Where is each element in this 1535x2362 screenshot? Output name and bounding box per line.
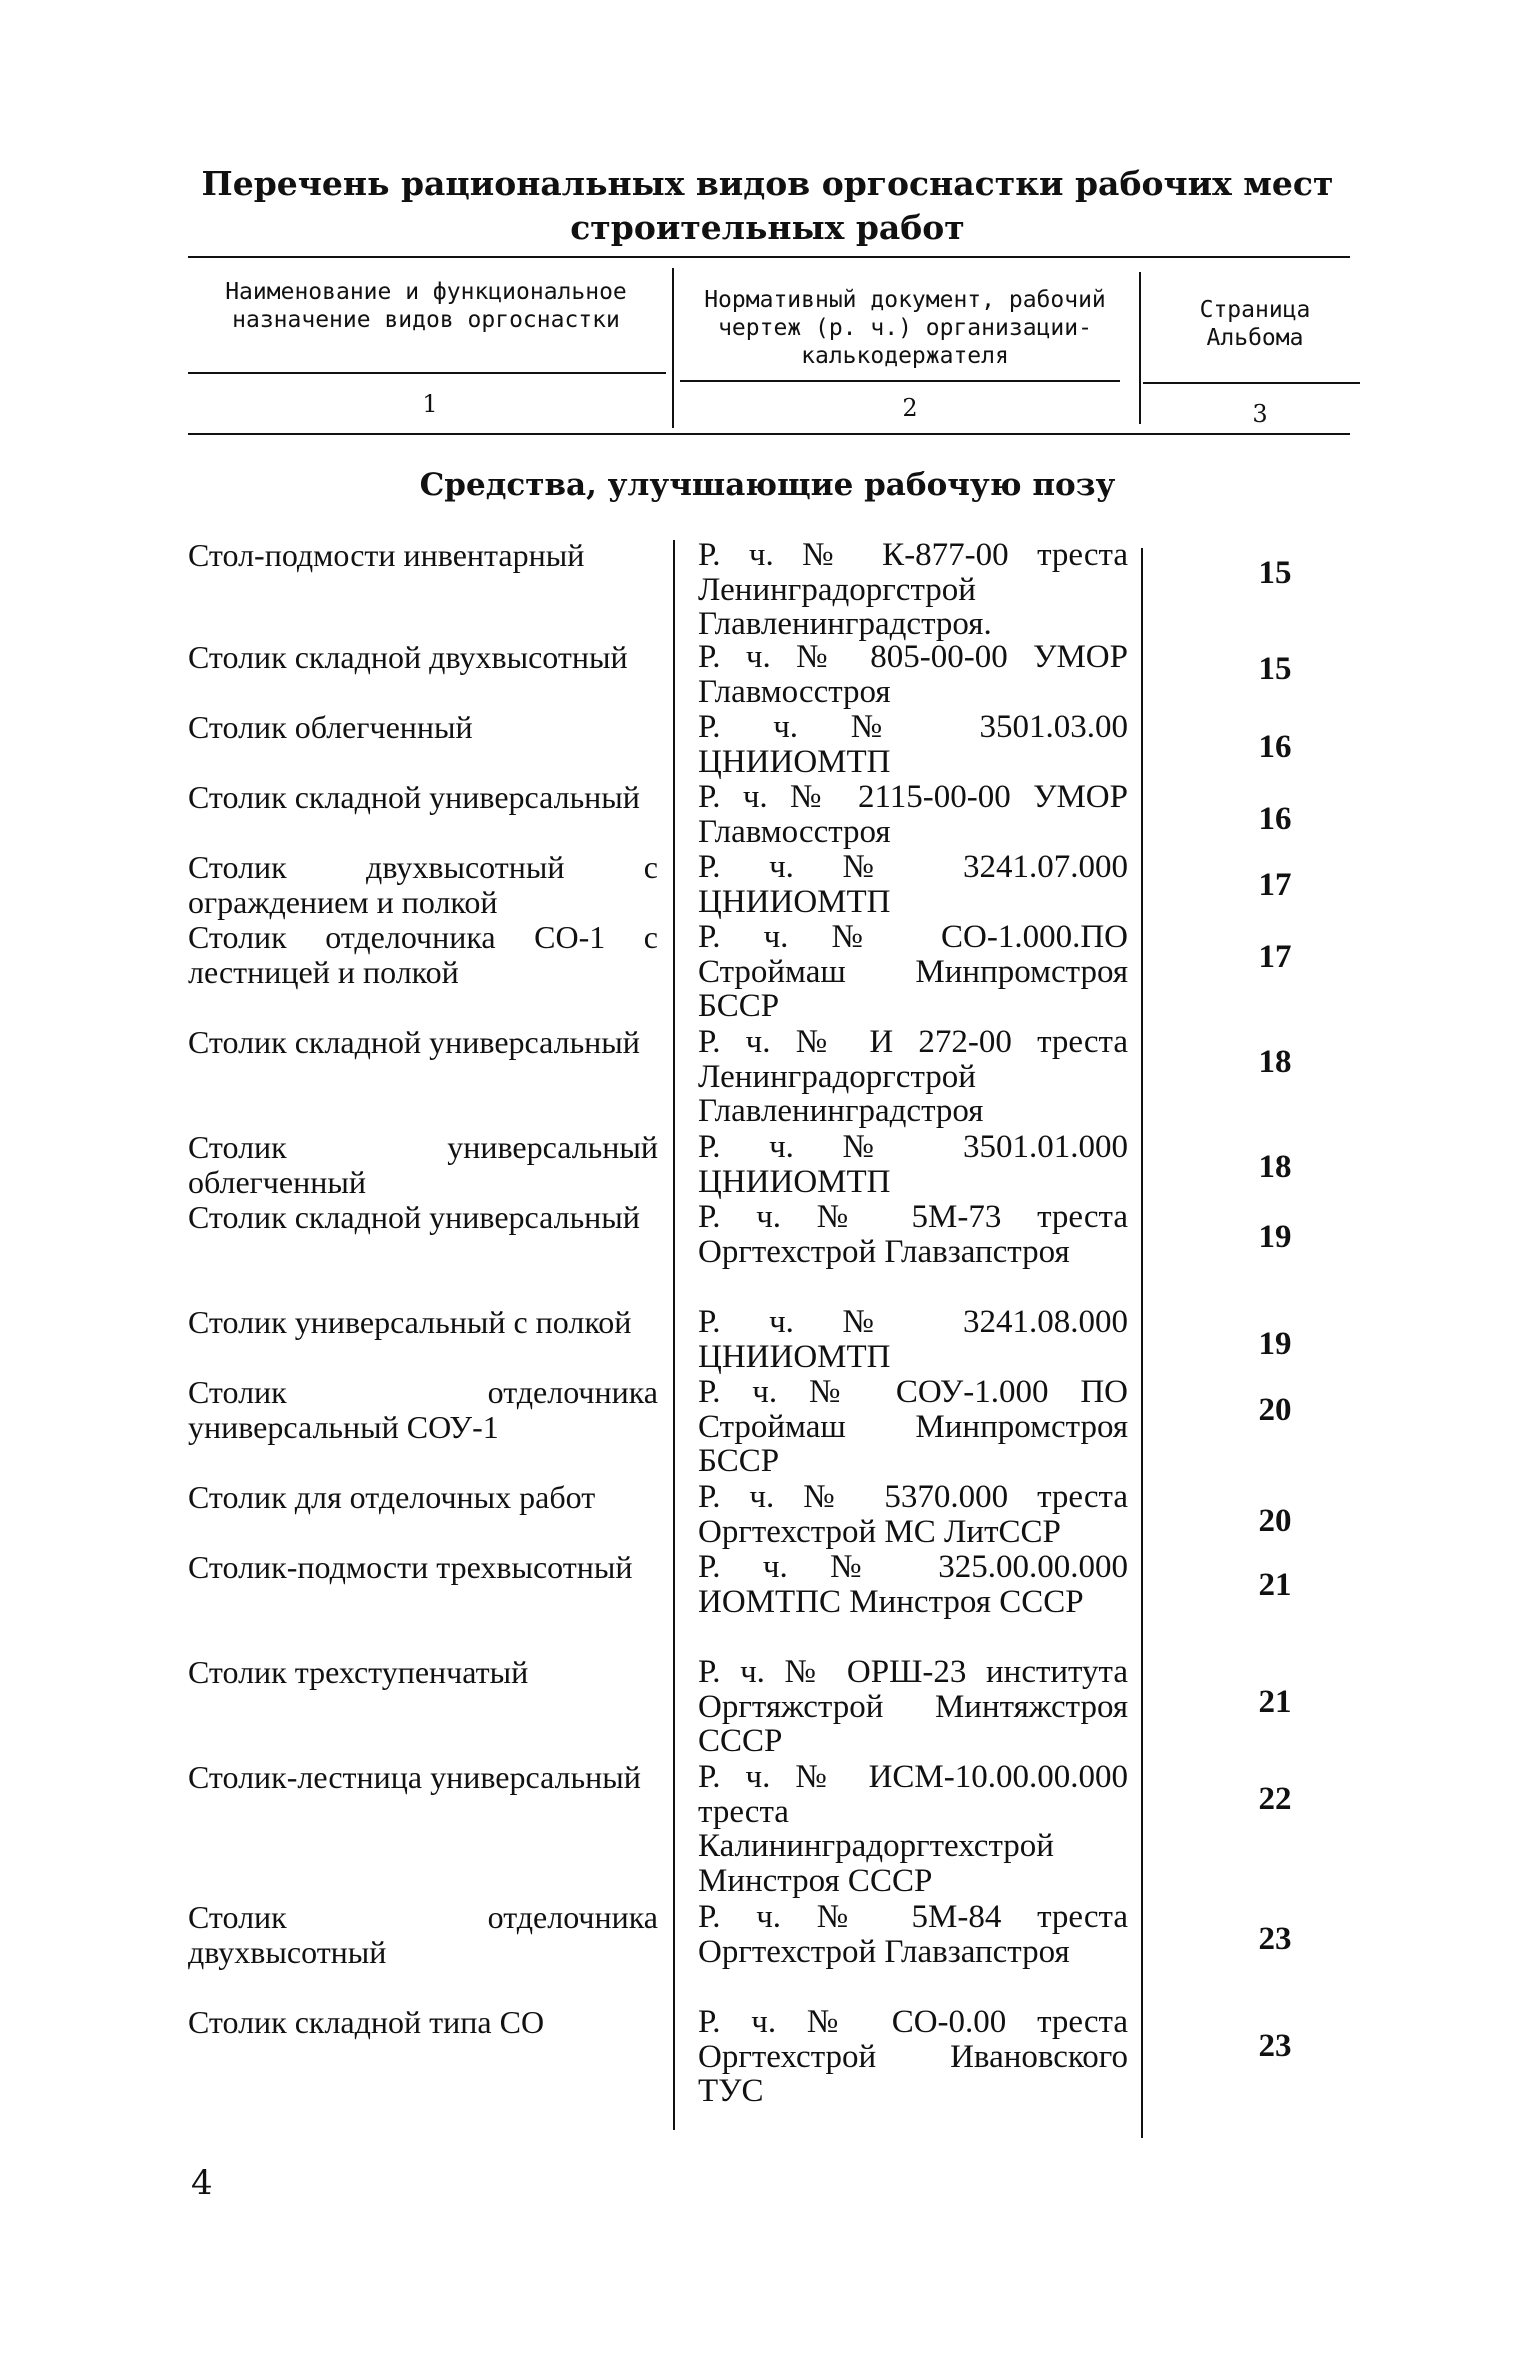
item-document: Р. ч. № ОРШ-23 института Оргтяжстрой Минтяжстроя СССР xyxy=(698,1654,1128,1760)
item-page: 16 xyxy=(1258,801,1292,837)
item-page: 19 xyxy=(1258,1326,1292,1362)
item-page: 17 xyxy=(1258,867,1292,903)
item-document: Р. ч. № К-877-00 треста Ленинградоргстрой Главленинградстроя. xyxy=(698,537,1128,643)
item-document: Р. ч. № 5М-84 треста Оргтехстрой Главзапстроя xyxy=(698,1899,1128,1970)
item-page: 20 xyxy=(1258,1392,1292,1428)
item-page: 21 xyxy=(1258,1567,1292,1603)
title-line-1: Перечень рациональных видов оргоснастки рабочих мест xyxy=(201,164,1334,203)
item-name: Столик складной универсальный xyxy=(188,1024,640,1060)
item-document: Р. ч. № 3501.01.000 ЦНИИОМТП xyxy=(698,1129,1128,1200)
item-document: Р. ч. № 5370.000 треста Оргтехстрой МС ЛитССР xyxy=(698,1479,1128,1550)
item-page: 15 xyxy=(1258,555,1292,591)
item-document: Р. ч. № 3241.07.000 ЦНИИОМТП xyxy=(698,849,1128,920)
column-number-2: 2 xyxy=(902,394,918,422)
item-page: 16 xyxy=(1258,729,1292,765)
item-name: Столик отделочника универсальный СОУ-1 xyxy=(188,1374,658,1445)
item-name: Столик складной универсальный xyxy=(188,1199,640,1235)
item-page: 18 xyxy=(1258,1044,1292,1080)
item-document: Р. ч. № 805-00-00 УМОР Главмосстроя xyxy=(698,639,1128,710)
header-col-2: Нормативный документ, рабочий чертеж (р. ч.) организации-калькодержателя xyxy=(704,287,1106,369)
item-document: Р. ч. № 3501.03.00 ЦНИИОМТП xyxy=(698,709,1128,780)
item-page: 19 xyxy=(1258,1219,1292,1255)
item-name: Столик складной универсальный xyxy=(188,779,640,815)
item-name: Столик универсальный облегченный xyxy=(188,1129,658,1200)
item-document: Р. ч. № СО-1.000.ПО Строймаш Минпромстроя БССР xyxy=(698,919,1128,1025)
item-page: 23 xyxy=(1258,2028,1292,2064)
item-name: Столик облегченный xyxy=(188,709,473,745)
item-document: Р. ч. № 325.00.00.000 ИОМТПС Минстроя СССР xyxy=(698,1549,1128,1620)
item-page: 20 xyxy=(1258,1503,1292,1539)
item-document: Р. ч. № 3241.08.000 ЦНИИОМТП xyxy=(698,1304,1128,1375)
item-name: Столик трехступенчатый xyxy=(188,1654,529,1690)
header-col-1: Наименование и функциональное назначение видов оргоснастки xyxy=(225,279,627,333)
item-document: Р. ч. № СО-0.00 треста Оргтехстрой Ивановского ТУС xyxy=(698,2004,1128,2110)
item-document: Р. ч. № СОУ-1.000 ПО Строймаш Минпромстроя БССР xyxy=(698,1374,1128,1480)
item-name: Столик складной двухвысотный xyxy=(188,639,628,675)
item-page: 21 xyxy=(1258,1684,1292,1720)
item-page: 17 xyxy=(1258,939,1292,975)
item-document: Р. ч. № ИСМ-10.00.00.000 треста Калининградоргтехстрой Минстроя СССР xyxy=(698,1759,1128,1899)
item-name: Столик-подмости трехвысотный xyxy=(188,1549,633,1585)
item-page: 22 xyxy=(1258,1781,1292,1817)
section-title: Средства, улучшающие рабочую позу xyxy=(419,467,1116,503)
item-name: Столик отделочника двухвысотный xyxy=(188,1899,658,1970)
item-document: Р. ч. № 2115-00-00 УМОР Главмосстроя xyxy=(698,779,1128,850)
item-document: Р. ч. № 5М-73 треста Оргтехстрой Главзапстроя xyxy=(698,1199,1128,1270)
column-number-1: 1 xyxy=(422,390,438,418)
item-name: Столик складной типа СО xyxy=(188,2004,545,2040)
item-name: Столик для отделочных работ xyxy=(188,1479,596,1515)
item-name: Столик двухвысотный с ограждением и полкой xyxy=(188,849,658,920)
header-col-3: Страница Альбома xyxy=(1199,297,1311,351)
item-page: 23 xyxy=(1258,1921,1292,1957)
item-document: Р. ч. № И 272-00 треста Ленинградоргстрой Главленинградстроя xyxy=(698,1024,1128,1130)
column-number-3: 3 xyxy=(1252,400,1268,428)
title-line-2: строительных работ xyxy=(570,208,965,247)
page-number: 4 xyxy=(191,2163,213,2203)
item-name: Столик-лестница универсальный xyxy=(188,1759,641,1795)
item-name: Стол-подмости инвентарный xyxy=(188,537,585,573)
item-name: Столик универсальный с полкой xyxy=(188,1304,632,1340)
item-page: 18 xyxy=(1258,1149,1292,1185)
item-name: Столик отделочника СО-1 с лестницей и полкой xyxy=(188,919,658,990)
item-page: 15 xyxy=(1258,651,1292,687)
